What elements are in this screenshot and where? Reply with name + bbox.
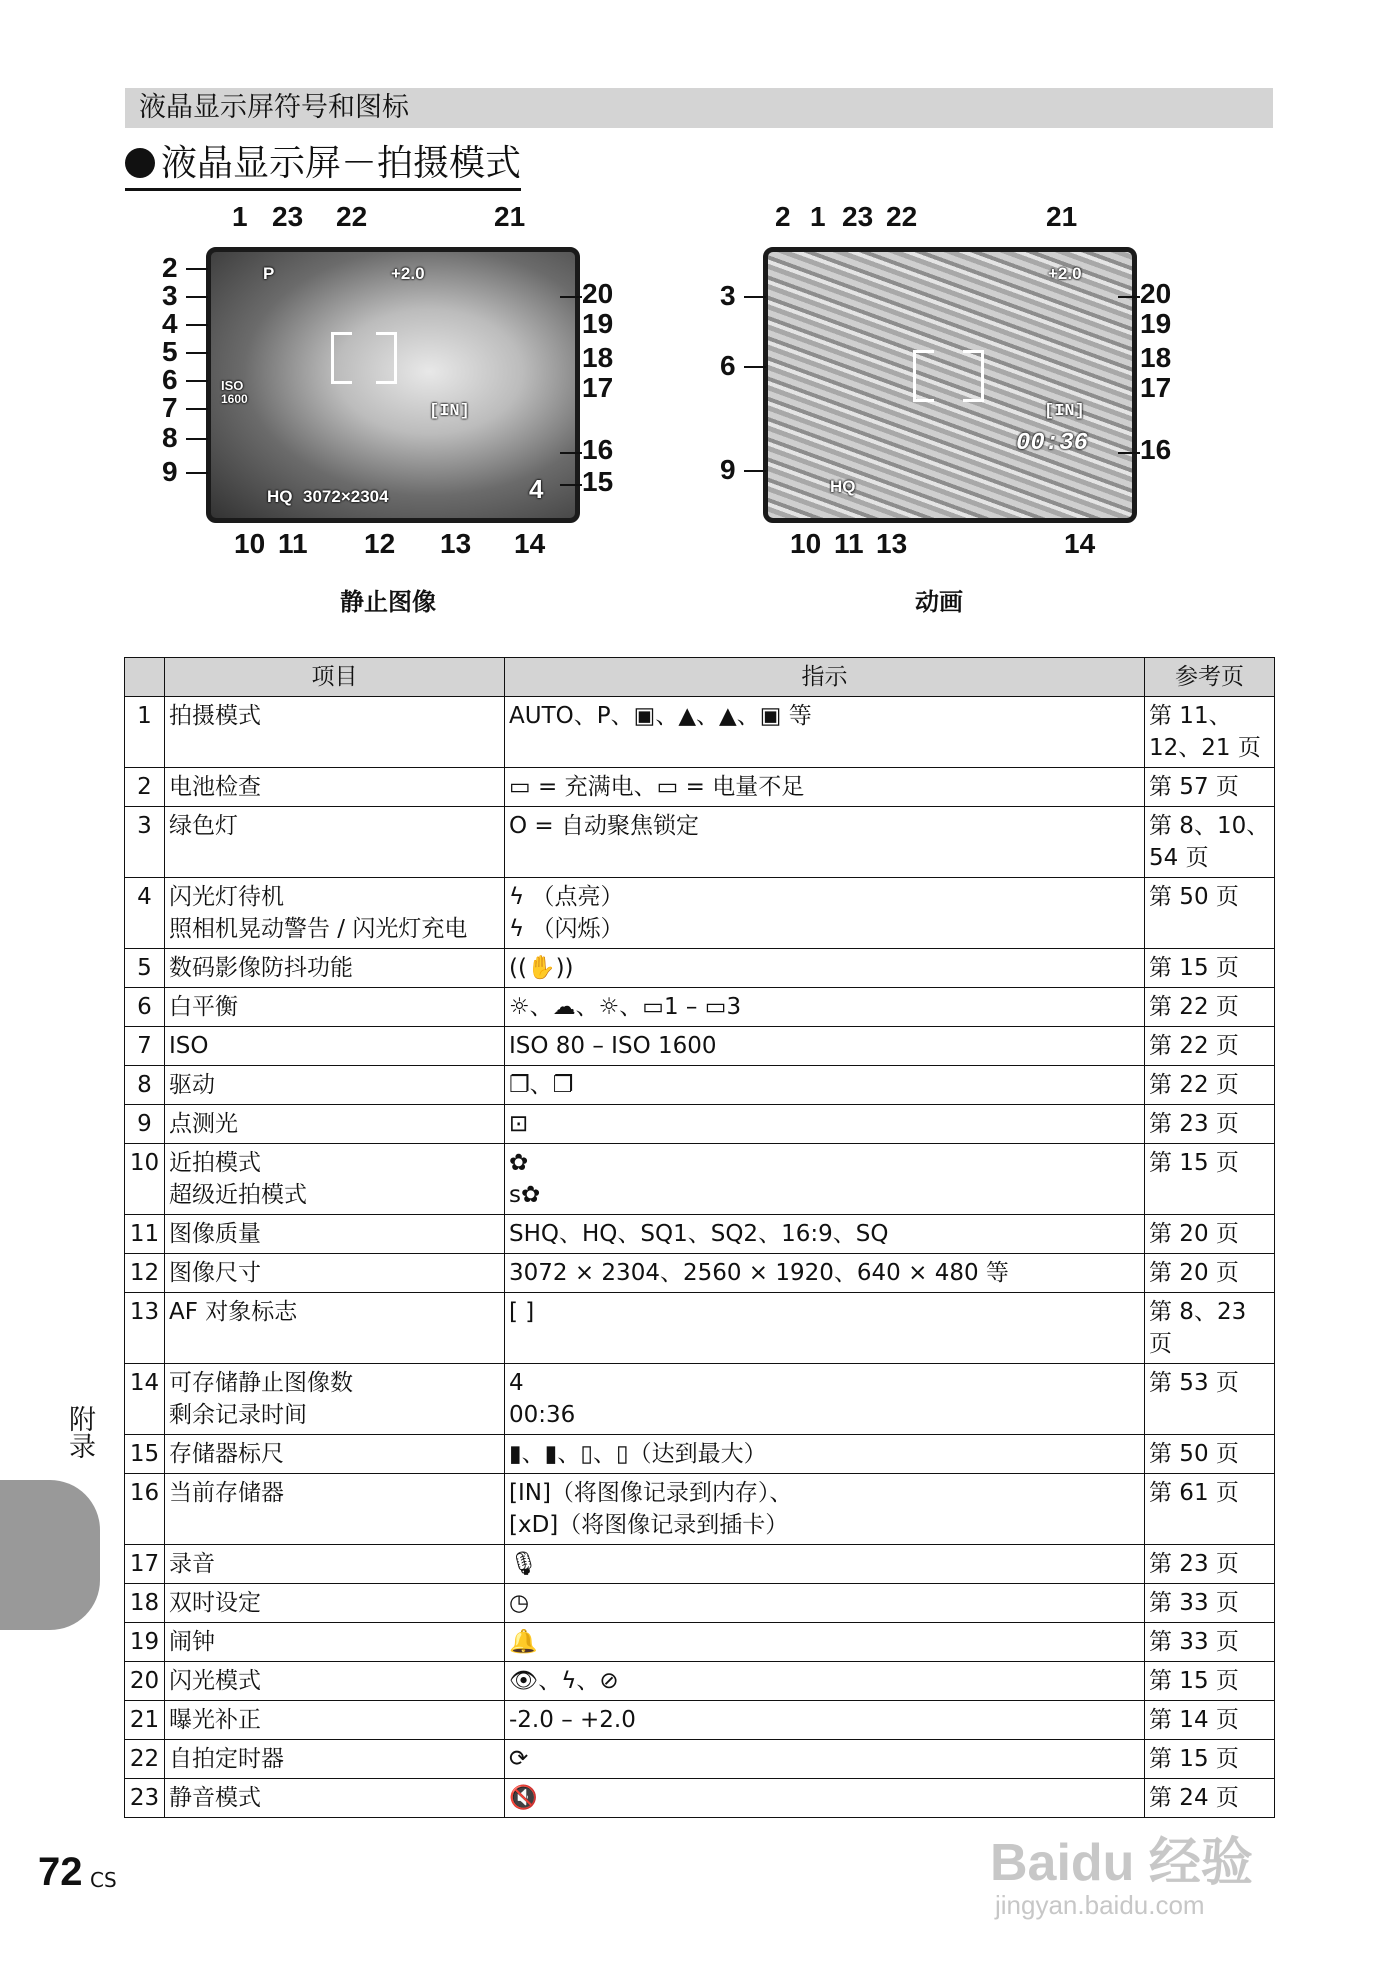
watermark-url: jingyan.baidu.com: [995, 1890, 1205, 1920]
movie-lead-20: [1118, 296, 1140, 298]
still-lead-5: [186, 352, 208, 354]
table-header-row: [125, 658, 1275, 697]
table-row: [125, 1027, 1275, 1066]
cell-indicator: 🔔: [505, 1623, 1145, 1662]
movie-num-13: 13: [876, 528, 908, 559]
cell-indicator: 🎙: [505, 1545, 1145, 1584]
still-num-11: 11: [278, 528, 308, 559]
movie-num-6: 6: [720, 350, 736, 381]
table-row: [125, 1364, 1275, 1435]
table-row: [125, 1105, 1275, 1144]
cell-num: 6: [125, 988, 165, 1027]
cell-page: 第 14 页: [1145, 1701, 1275, 1740]
cell-page: 第 22 页: [1145, 988, 1275, 1027]
cell-indicator: ❐、❐: [505, 1066, 1145, 1105]
cell-page: 第 22 页: [1145, 1066, 1275, 1105]
movie-num-3: 3: [720, 280, 736, 311]
cell-item: 录音: [165, 1545, 505, 1584]
cell-page: 第 33 页: [1145, 1623, 1275, 1662]
cell-num: 2: [125, 768, 165, 807]
cell-num: 16: [125, 1474, 165, 1545]
cell-item: 闪光灯待机 照相机晃动警告 / 闪光灯充电: [165, 878, 505, 949]
osd-iso-value: 1600: [221, 392, 248, 406]
still-lead-3: [186, 296, 208, 298]
cell-indicator: 3072 × 2304、2560 × 1920、640 × 480 等: [505, 1254, 1145, 1293]
side-tab: [0, 1480, 100, 1630]
movie-caption: 动画: [915, 588, 963, 616]
table-row: [125, 949, 1275, 988]
cell-indicator: 👁、ϟ、⊘: [505, 1662, 1145, 1701]
table-row: [125, 878, 1275, 949]
cell-page: 第 11、12、21 页: [1145, 697, 1275, 768]
cell-indicator: AUTO、P、▣、▲、▲、▣ 等: [505, 697, 1145, 768]
movie-num-2: 2: [775, 201, 791, 232]
still-num-7: 7: [162, 392, 178, 423]
movie-lead-6: [744, 366, 766, 368]
osd-size: 3072×2304: [303, 487, 389, 506]
cell-item: 闪光模式: [165, 1662, 505, 1701]
cell-page: 第 8、23 页: [1145, 1293, 1275, 1364]
movie-screen: [763, 247, 1137, 523]
cell-num: 13: [125, 1293, 165, 1364]
still-num-14: 14: [514, 528, 546, 559]
table-row: [125, 1435, 1275, 1474]
af-bracket-left: [331, 332, 352, 384]
cell-indicator: 🔇: [505, 1779, 1145, 1818]
cell-num: 20: [125, 1662, 165, 1701]
cell-num: 7: [125, 1027, 165, 1066]
cell-indicator: ▮、▮、▯、▯（达到最大）: [505, 1435, 1145, 1474]
cell-page: 第 50 页: [1145, 878, 1275, 949]
cell-indicator: ✿ s✿: [505, 1144, 1145, 1215]
movie-num-10: 10: [790, 528, 822, 559]
cell-num: 17: [125, 1545, 165, 1584]
still-lead-16: [560, 452, 582, 454]
cell-page: 第 20 页: [1145, 1254, 1275, 1293]
table-row: [125, 1701, 1275, 1740]
cell-page: 第 15 页: [1145, 1144, 1275, 1215]
cell-item: 拍摄模式: [165, 697, 505, 768]
table-row: [125, 1623, 1275, 1662]
cell-indicator: -2.0 – +2.0: [505, 1701, 1145, 1740]
movie-num-20: 20: [1140, 278, 1172, 309]
osd-mode: P: [263, 264, 275, 283]
page-lang: CS: [90, 1868, 117, 1892]
still-num-5: 5: [162, 336, 178, 367]
still-screen: [206, 247, 580, 523]
still-lead-4: [186, 324, 208, 326]
movie-af-bracket-right: [963, 350, 984, 402]
movie-osd-memory: [IN]: [1044, 402, 1085, 421]
table-row: [125, 1066, 1275, 1105]
cell-page: 第 23 页: [1145, 1105, 1275, 1144]
side-label: 附录: [64, 1405, 95, 1459]
cell-indicator: ϟ （点亮） ϟ （闪烁）: [505, 878, 1145, 949]
bullet-icon: [125, 148, 155, 178]
movie-num-21: 21: [1046, 201, 1078, 232]
still-lead-7: [186, 408, 208, 410]
cell-indicator: ((✋)): [505, 949, 1145, 988]
cell-page: 第 22 页: [1145, 1027, 1275, 1066]
cell-item: 驱动: [165, 1066, 505, 1105]
still-num-17: 17: [582, 372, 614, 403]
cell-num: 15: [125, 1435, 165, 1474]
cell-item: 曝光补正: [165, 1701, 505, 1740]
cell-item: 点测光: [165, 1105, 505, 1144]
cell-page: 第 15 页: [1145, 1740, 1275, 1779]
cell-page: 第 53 页: [1145, 1364, 1275, 1435]
cell-indicator: ⟳: [505, 1740, 1145, 1779]
osd-exposure: +2.0: [391, 264, 425, 283]
movie-lead-16: [1118, 452, 1140, 454]
still-num-16: 16: [582, 434, 614, 465]
movie-osd-time: 00:36: [1016, 430, 1089, 457]
still-lead-6: [186, 380, 208, 382]
movie-af-bracket-left: [913, 350, 934, 402]
table-row: [125, 768, 1275, 807]
reference-table: [124, 657, 1275, 1818]
still-num-12: 12: [364, 528, 396, 559]
cell-item: 闹钟: [165, 1623, 505, 1662]
cell-num: 23: [125, 1779, 165, 1818]
af-bracket-right: [376, 332, 397, 384]
table-row: [125, 1474, 1275, 1545]
cell-item: 近拍模式 超级近拍模式: [165, 1144, 505, 1215]
still-lead-20: [560, 296, 582, 298]
still-num-9: 9: [162, 456, 178, 487]
cell-page: 第 50 页: [1145, 1435, 1275, 1474]
cell-indicator: ◷: [505, 1584, 1145, 1623]
movie-num-18: 18: [1140, 342, 1172, 373]
cell-page: 第 20 页: [1145, 1215, 1275, 1254]
table-row: [125, 1293, 1275, 1364]
movie-lead-3: [744, 296, 766, 298]
still-num-13: 13: [440, 528, 472, 559]
cell-num: 11: [125, 1215, 165, 1254]
cell-num: 5: [125, 949, 165, 988]
still-num-23: 23: [272, 201, 304, 232]
movie-lead-9: [744, 470, 766, 472]
still-num-18: 18: [582, 342, 614, 373]
cell-num: 19: [125, 1623, 165, 1662]
cell-num: 8: [125, 1066, 165, 1105]
cell-page: 第 15 页: [1145, 949, 1275, 988]
main-heading: [125, 142, 521, 191]
movie-num-17: 17: [1140, 372, 1172, 403]
cell-page: 第 8、10、54 页: [1145, 807, 1275, 878]
still-num-8: 8: [162, 422, 178, 453]
movie-osd-quality: HQ: [830, 477, 856, 496]
cell-page: 第 24 页: [1145, 1779, 1275, 1818]
still-lead-9: [186, 472, 208, 474]
table-row: [125, 697, 1275, 768]
still-num-2: 2: [162, 252, 178, 283]
cell-indicator: ▭ = 充满电、▭ = 电量不足: [505, 768, 1145, 807]
movie-num-14: 14: [1064, 528, 1096, 559]
still-num-20: 20: [582, 278, 614, 309]
cell-page: 第 15 页: [1145, 1662, 1275, 1701]
header-page: 参考页: [1145, 658, 1275, 697]
still-num-4: 4: [162, 308, 178, 339]
movie-num-19: 19: [1140, 308, 1172, 339]
table-row: [125, 1215, 1275, 1254]
movie-num-16: 16: [1140, 434, 1172, 465]
cell-item: 当前存储器: [165, 1474, 505, 1545]
cell-indicator: ISO 80 – ISO 1600: [505, 1027, 1145, 1066]
cell-indicator: SHQ、HQ、SQ1、SQ2、16:9、SQ: [505, 1215, 1145, 1254]
still-lead-2: [186, 268, 208, 270]
watermark: Baidu 经验: [990, 1834, 1253, 1892]
still-num-10: 10: [234, 528, 266, 559]
cell-page: 第 23 页: [1145, 1545, 1275, 1584]
cell-page: 第 57 页: [1145, 768, 1275, 807]
cell-num: 18: [125, 1584, 165, 1623]
table-row: [125, 1545, 1275, 1584]
still-num-19: 19: [582, 308, 614, 339]
movie-num-22: 22: [886, 201, 918, 232]
cell-item: 电池检查: [165, 768, 505, 807]
cell-indicator: [IN]（将图像记录到内存）、 [xD]（将图像记录到插卡）: [505, 1474, 1145, 1545]
cell-num: 10: [125, 1144, 165, 1215]
cell-page: 第 33 页: [1145, 1584, 1275, 1623]
heading-text: 液晶显示屏－拍摄模式: [161, 143, 522, 184]
osd-memory: [IN]: [429, 402, 470, 421]
still-num-15: 15: [582, 466, 614, 497]
still-num-22: 22: [336, 201, 368, 232]
cell-num: 22: [125, 1740, 165, 1779]
still-num-3: 3: [162, 280, 178, 311]
cell-page: 第 61 页: [1145, 1474, 1275, 1545]
cell-num: 12: [125, 1254, 165, 1293]
table-row: [125, 1779, 1275, 1818]
table-row: [125, 1740, 1275, 1779]
table-row: [125, 1254, 1275, 1293]
still-lead-15: [560, 484, 582, 486]
table-body: [125, 697, 1275, 1818]
cell-item: 数码影像防抖功能: [165, 949, 505, 988]
table-row: [125, 988, 1275, 1027]
table-row: [125, 1144, 1275, 1215]
cell-item: AF 对象标志: [165, 1293, 505, 1364]
cell-num: 3: [125, 807, 165, 878]
cell-num: 9: [125, 1105, 165, 1144]
movie-num-1: 1: [810, 201, 826, 232]
section-title: 液晶显示屏符号和图标: [139, 92, 409, 123]
table-row: [125, 1584, 1275, 1623]
cell-item: 白平衡: [165, 988, 505, 1027]
osd-iso: ISO: [221, 378, 244, 393]
still-caption: 静止图像: [340, 588, 436, 616]
still-num-21: 21: [494, 201, 526, 232]
cell-item: 自拍定时器: [165, 1740, 505, 1779]
cell-indicator: [ ]: [505, 1293, 1145, 1364]
cell-indicator: 4 00:36: [505, 1364, 1145, 1435]
table-row: [125, 1662, 1275, 1701]
cell-item: 图像质量: [165, 1215, 505, 1254]
section-title-bar: [125, 88, 1273, 128]
still-num-1: 1: [232, 201, 248, 232]
cell-item: 可存储静止图像数 剩余记录时间: [165, 1364, 505, 1435]
osd-quality: HQ: [267, 487, 293, 506]
header-indicator: 指示: [505, 658, 1145, 697]
osd-count: 4: [529, 474, 544, 504]
cell-item: 静音模式: [165, 1779, 505, 1818]
still-lead-8: [186, 438, 208, 440]
cell-indicator: ☼、☁、☼、▭1 – ▭3: [505, 988, 1145, 1027]
header-item: 项目: [165, 658, 505, 697]
cell-indicator: ⊡: [505, 1105, 1145, 1144]
cell-num: 1: [125, 697, 165, 768]
movie-num-23: 23: [842, 201, 874, 232]
cell-indicator: O = 自动聚焦锁定: [505, 807, 1145, 878]
cell-num: 21: [125, 1701, 165, 1740]
movie-num-9: 9: [720, 454, 736, 485]
table-row: [125, 807, 1275, 878]
movie-osd-exposure: +2.0: [1048, 264, 1082, 283]
cell-num: 14: [125, 1364, 165, 1435]
movie-num-11: 11: [834, 528, 864, 559]
cell-item: 存储器标尺: [165, 1435, 505, 1474]
still-num-6: 6: [162, 364, 178, 395]
cell-item: ISO: [165, 1027, 505, 1066]
cell-item: 图像尺寸: [165, 1254, 505, 1293]
cell-item: 绿色灯: [165, 807, 505, 878]
page-number: 72: [38, 1850, 83, 1894]
header-num: [125, 658, 165, 697]
cell-item: 双时设定: [165, 1584, 505, 1623]
cell-num: 4: [125, 878, 165, 949]
